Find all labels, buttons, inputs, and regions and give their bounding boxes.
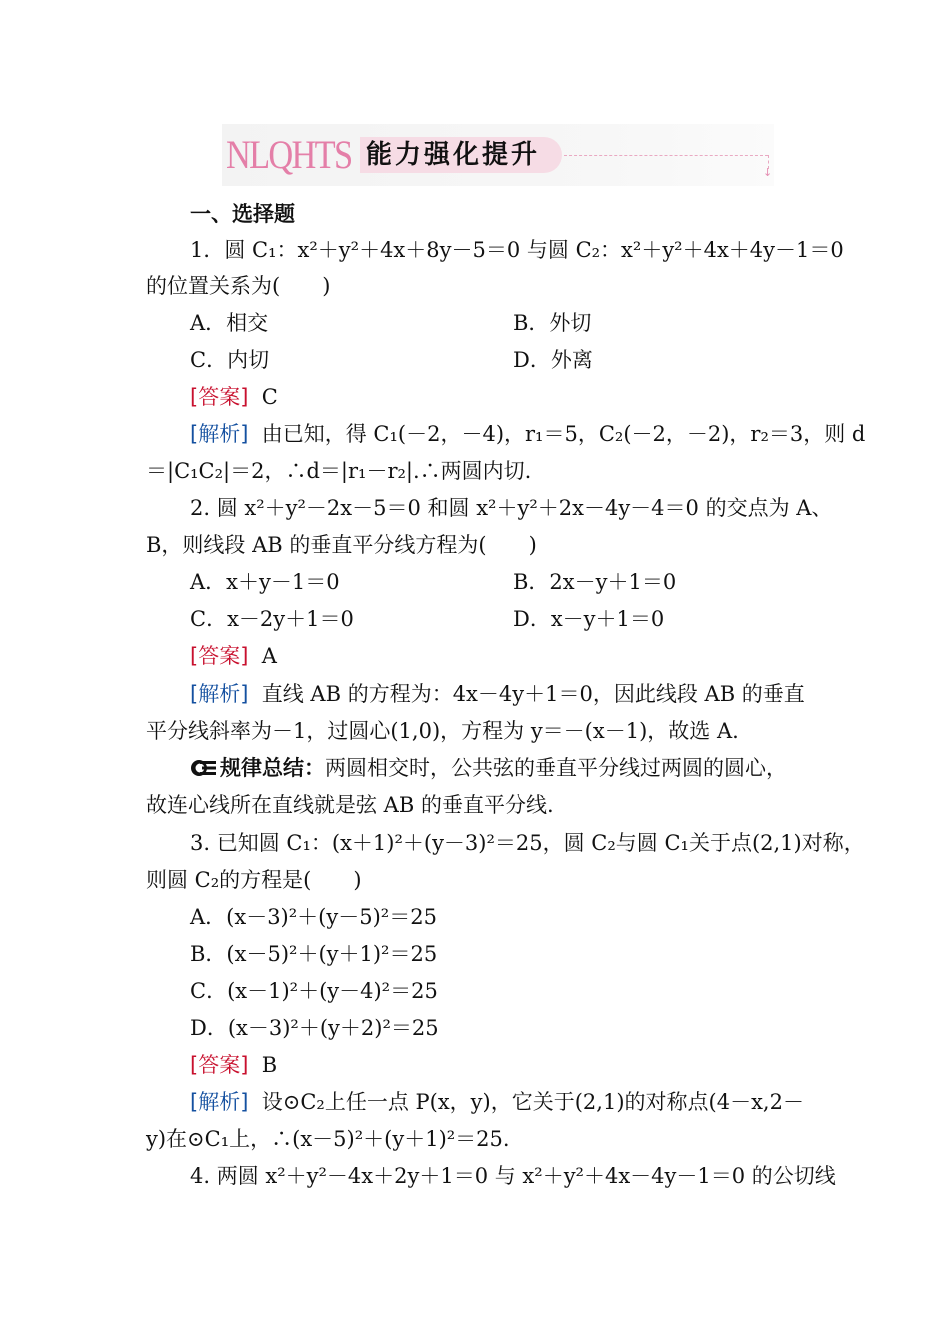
- solution-text: 直线 AB 的方程为：4x－4y＋1＝0，因此线段 AB 的垂直: [261, 682, 805, 706]
- question-3-answer: [190, 1051, 277, 1079]
- rule-label: 规律总结：: [220, 756, 325, 780]
- question-1-option-b: B．外切: [513, 311, 592, 335]
- answer-value: B: [261, 1053, 278, 1077]
- rule-summary-line-2: 故连心线所在直线就是弦 AB 的垂直平分线.: [146, 793, 554, 817]
- question-2-option-d: D．x－y＋1＝0: [513, 607, 665, 631]
- question-1-solution-line-1: [190, 420, 865, 448]
- question-2-answer: [190, 642, 277, 670]
- question-1-option-a: A．相交: [190, 311, 269, 335]
- section-banner: [222, 124, 774, 186]
- solution-text: 由已知，得 C₁(－2，－4)，r₁＝5，C₂(－2，－2)，r₂＝3，则 d: [261, 422, 866, 446]
- question-2-option-b: B．2x－y＋1＝0: [513, 570, 677, 594]
- arrow-down-icon: ↓: [763, 166, 773, 179]
- question-3-option-b: B．(x－5)²＋(y＋1)²＝25: [190, 942, 438, 966]
- question-1-answer: [190, 383, 278, 411]
- question-2-line-1: 2. 圆 x²＋y²－2x－5＝0 和圆 x²＋y²＋2x－4y－4＝0 的交点为 A、: [190, 496, 833, 520]
- question-2-solution-line-1: [190, 680, 805, 708]
- answer-value: C: [261, 385, 278, 409]
- question-3-option-c: C．(x－1)²＋(y－4)²＝25: [190, 979, 438, 1003]
- question-2-option-c: C．x－2y＋1＝0: [190, 607, 354, 631]
- solution-label: [解析]: [190, 422, 249, 446]
- question-3-solution-line-2: y)在⊙C₁上，∴(x－5)²＋(y＋1)²＝25.: [146, 1127, 510, 1151]
- question-3-option-a: A．(x－3)²＋(y－5)²＝25: [190, 905, 437, 929]
- answer-label: [答案]: [190, 385, 249, 409]
- banner-title: 能力强化提升: [366, 140, 541, 170]
- answer-label: [答案]: [190, 644, 249, 668]
- solution-label: [解析]: [190, 682, 249, 706]
- question-1-line-2: 的位置关系为( ): [146, 274, 331, 298]
- solution-text: 设⊙C₂上任一点 P(x，y)，它关于(2,1)的对称点(4－x,2－: [261, 1090, 804, 1114]
- question-3-option-d: D．(x－3)²＋(y＋2)²＝25: [190, 1016, 439, 1040]
- question-2-solution-line-2: 平分线斜率为－1，过圆心(1,0)，方程为 y＝－(x－1)，故选 A.: [146, 719, 739, 743]
- section-heading: 一、选择题: [190, 202, 295, 226]
- banner-dashed-line: [564, 155, 768, 156]
- question-2-line-2: B，则线段 AB 的垂直平分线方程为( ): [146, 533, 537, 557]
- note-icon: [190, 757, 218, 785]
- question-1-solution-line-2: ＝|C₁C₂|＝2，∴d＝|r₁－r₂|.∴两圆内切.: [146, 459, 532, 483]
- rule-text: 两圆相交时，公共弦的垂直平分线过两圆的圆心，: [325, 756, 787, 780]
- question-1-line-1: 1．圆 C₁：x²＋y²＋4x＋8y－5＝0 与圆 C₂：x²＋y²＋4x＋4y－1＝0: [190, 238, 844, 262]
- rule-summary-line-1: [190, 754, 787, 785]
- question-3-line-1: 3. 已知圆 C₁：(x＋1)²＋(y－3)²＝25，圆 C₂与圆 C₁关于点(2,1)对称，: [190, 831, 865, 855]
- question-3-solution-line-1: [190, 1088, 804, 1116]
- banner-tag: NLQHTS: [226, 132, 352, 177]
- answer-label: [答案]: [190, 1053, 249, 1077]
- solution-label: [解析]: [190, 1090, 249, 1114]
- question-1-option-c: C．内切: [190, 348, 270, 372]
- question-1-option-d: D．外离: [513, 348, 593, 372]
- question-2-option-a: A．x＋y－1＝0: [190, 570, 340, 594]
- answer-value: A: [261, 644, 277, 668]
- question-4-line-1: 4. 两圆 x²＋y²－4x＋2y＋1＝0 与 x²＋y²＋4x－4y－1＝0 的公切线: [190, 1164, 836, 1188]
- question-3-line-2: 则圆 C₂的方程是( ): [146, 868, 362, 892]
